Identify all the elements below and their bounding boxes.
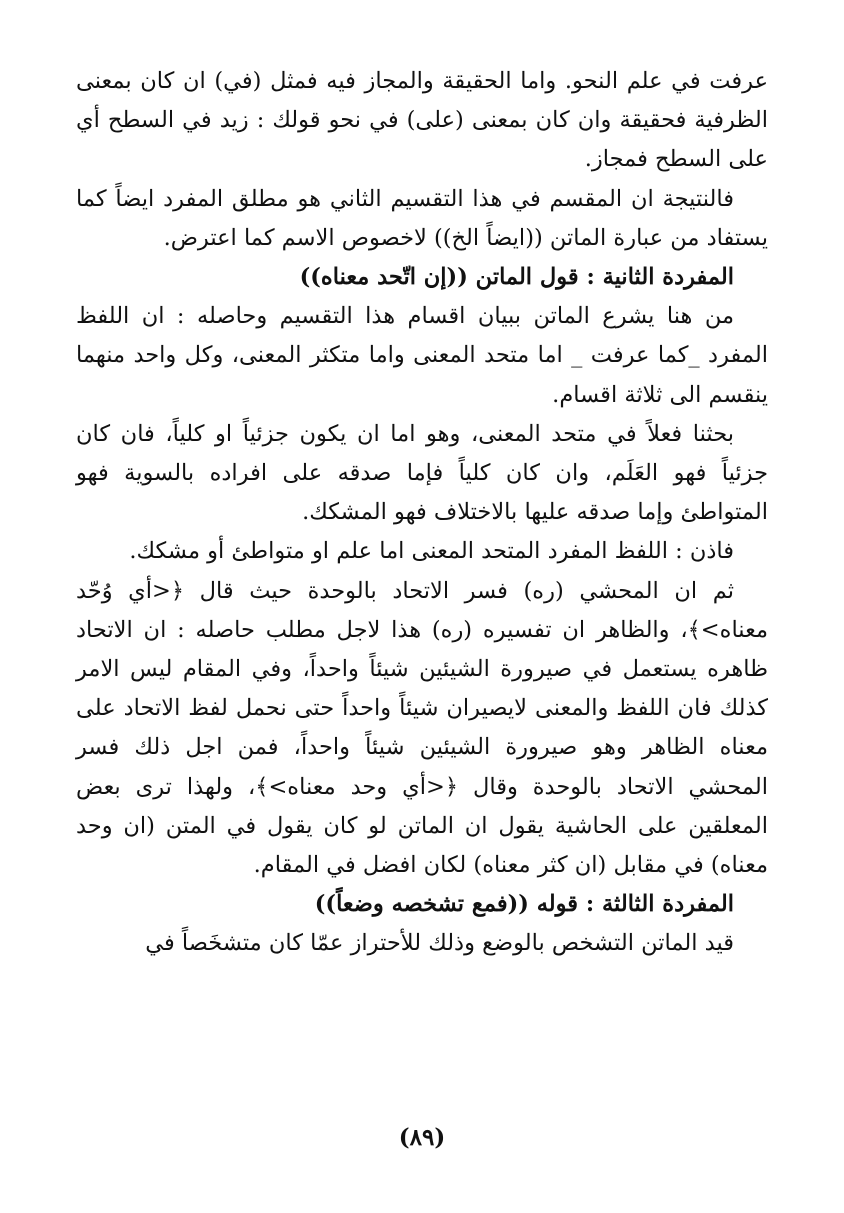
paragraph-1: عرفت في علم النحو. واما الحقيقة والمجاز فيه فمثل (في) ان كان بمعنى الظرفية فحقيقة وان كان بمعنى (على) في نحو قولك : زيد في السطح أي على السطح فمجاز. bbox=[76, 68, 768, 173]
paragraph-6: ثم ان المحشي (ره) فسر الاتحاد بالوحدة حيث قال ﴿<أي وُحّد معناه>﴾، والظاهر ان تفسيره (ره) هذا لاجل مطلب حاصله : ان الاتحاد ظاهره يستعمل في صيرورة الشيئين شيئاً واحداً، وفي المقام ليس الامر كذلك فان اللفظ والمعنى لايصيران شيئاً واحداً حتى نحمل لفظ الاتحاد على معناه الظاهر وهو صيرورة الشيئين شيئاً واحداً، فمن اجل ذلك فسر المحشي الاتحاد بالوحدة وقال ﴿<أي وحد معناه>﴾، ولهذا ترى بعض المعلقين على الحاشية يقول ان الماتن لو كان يقول في المتن (ان وحد معناه) في مقابل (ان كثر معناه) لكان افضل في المقام. bbox=[76, 577, 768, 879]
page-body bbox=[76, 62, 768, 964]
paragraph-3: من هنا يشرع الماتن ببيان اقسام هذا التقسيم وحاصله : ان اللفظ المفرد _كما عرفت _ اما متحد المعنى واما متكثر المعنى، وكل واحد منهما ينقسم الى ثلاثة اقسام. bbox=[76, 303, 768, 408]
page-number: (٨٩) bbox=[398, 1124, 446, 1151]
paragraph-7: قيد الماتن التشخص بالوضع وذلك للأحتراز عمّا كان متشخَصاً في bbox=[145, 930, 734, 957]
paragraph-2: فالنتيجة ان المقسم في هذا التقسيم الثاني هو مطلق المفرد ايضاً كما يستفاد من عبارة الماتن ((ايضاً الخ)) لاخصوص الاسم كما اعترض. bbox=[76, 185, 768, 251]
paragraph-5: فاذن : اللفظ المفرد المتحد المعنى اما علم او متواطئ أو مشكك. bbox=[129, 538, 734, 565]
section-heading-third-term: المفردة الثالثة : قوله ((فمع تشخصه وضعاً)) bbox=[314, 891, 734, 918]
paragraph-4: بحثنا فعلاً في متحد المعنى، وهو اما ان يكون جزئياً او كلياً، فان كان جزئياً فهو العَلَم، وان كان كلياً فإما صدقه على افراده بالسوية فهو المتواطئ وإما صدقه عليها بالاختلاف فهو المشكك. bbox=[76, 420, 768, 526]
section-heading-second-term: المفردة الثانية : قول الماتن ((إن اتّحد معناه)) bbox=[299, 264, 734, 291]
